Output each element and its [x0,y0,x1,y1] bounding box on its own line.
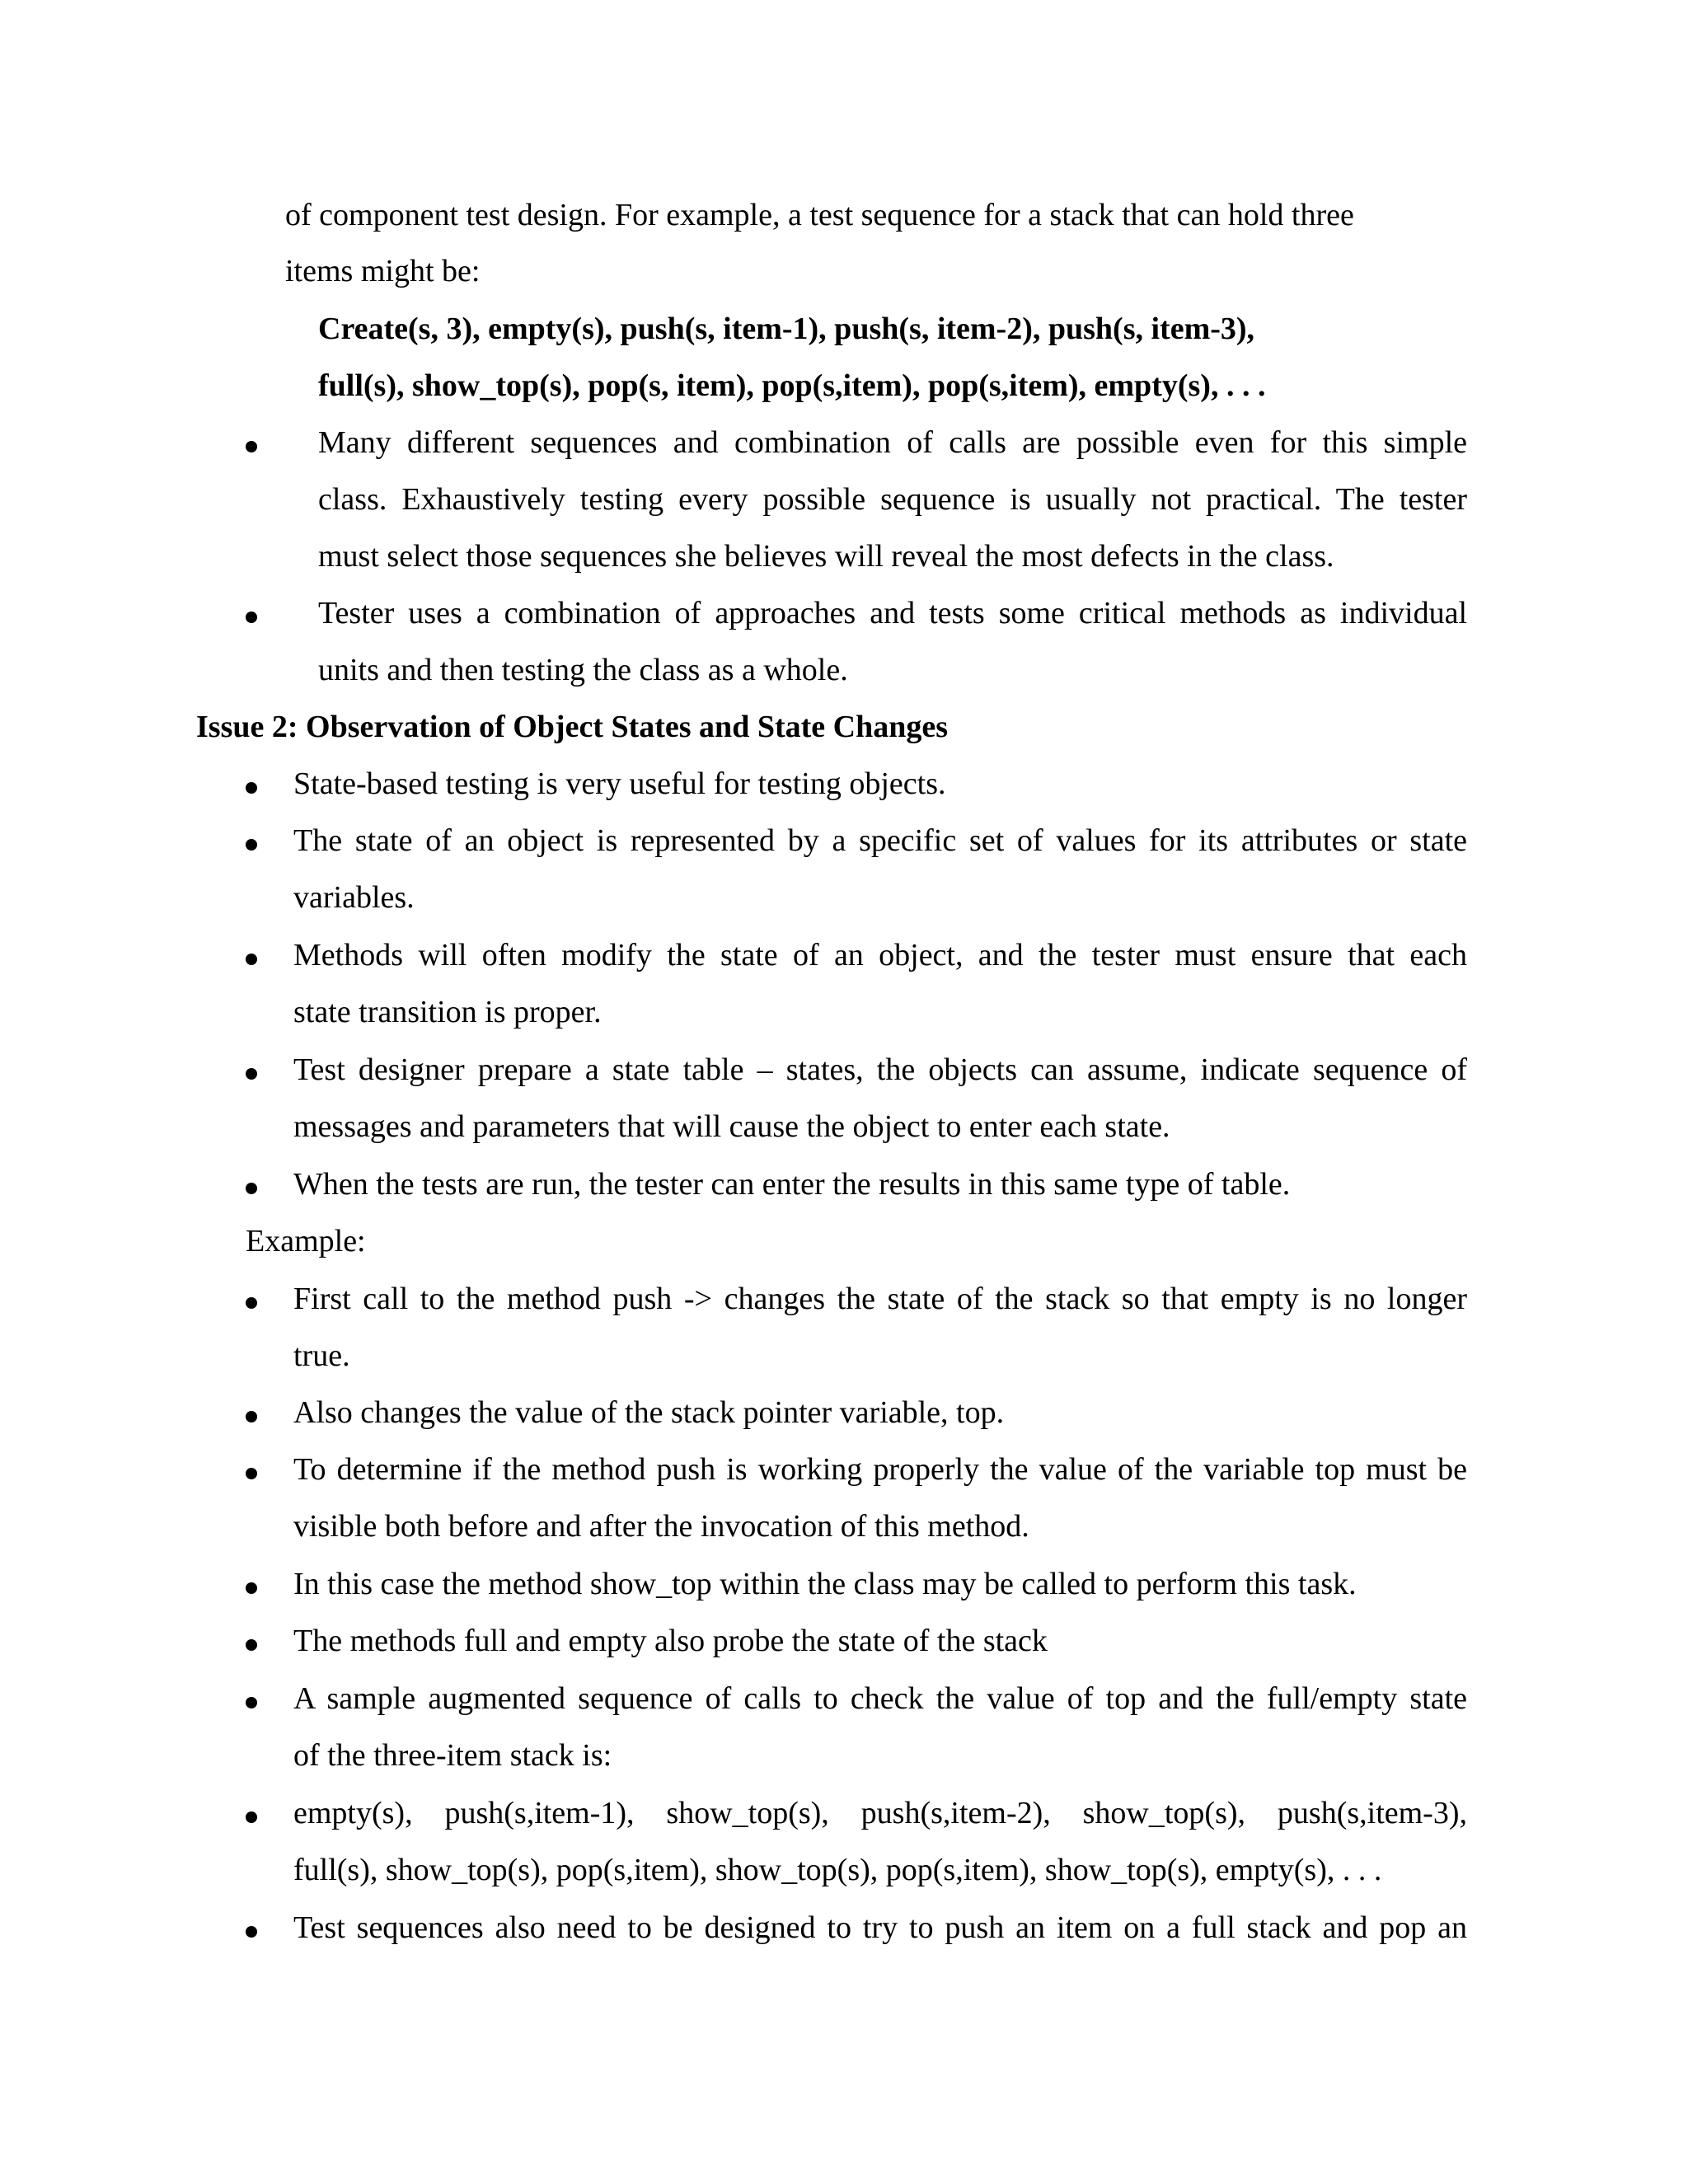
bullet-text: Many different sequences and combination of calls are possible even for this simple [318,425,1467,460]
bullet-text: Test designer prepare a state table – states, the objects can assume, indicate sequence of [293,1052,1467,1087]
bullet-text: true. [293,1338,350,1373]
intro-line: items might be: [285,254,481,288]
bullet-marker [246,1926,257,1938]
bullet-marker [246,839,257,851]
bullet-text: In this case the method show_top within the class may be called to perform this task. [293,1567,1357,1601]
bullet-text: variables. [293,880,415,915]
bullet-marker [246,1068,257,1080]
bullet-text: units and then testing the class as a whole. [318,653,848,687]
bullet-text: Methods will often modify the state of an object, and the tester must ensure that each [293,938,1467,972]
bullet-marker [246,1697,257,1708]
bullet-text: messages and parameters that will cause the object to enter each state. [293,1109,1170,1144]
bullet-marker [246,954,257,965]
bullet-marker [246,1183,257,1194]
intro-line: of component test design. For example, a test sequence for a stack that can hold three [285,198,1354,232]
bullet-text: class. Exhaustively testing every possible sequence is usually not practical. The tester [318,482,1467,517]
example-label: Example: [246,1224,366,1258]
bullet-text: empty(s), push(s,item-1), show_top(s), push(s,item-2), show_top(s), push(s,item-3), [293,1796,1467,1830]
bullet-marker [246,1639,257,1651]
section-heading: Issue 2: Observation of Object States and State Changes [196,710,948,744]
bullet-marker [246,1468,257,1479]
bullet-text: Test sequences also need to be designed to try to push an item on a full stack and pop an [293,1910,1467,1945]
bullet-marker [246,1297,257,1309]
bullet-text: The methods full and empty also probe the state of the stack [293,1624,1048,1658]
bullet-marker [246,1411,257,1422]
sequence-line: full(s), show_top(s), pop(s, item), pop(s,item), pop(s,item), empty(s), . . . [318,368,1266,403]
bullet-text: state transition is proper. [293,995,602,1029]
bullet-marker [246,782,257,794]
bullet-text: visible both before and after the invocation of this method. [293,1509,1029,1544]
bullet-marker [246,1811,257,1823]
bullet-text: To determine if the method push is working properly the value of the variable top must be [293,1452,1467,1487]
bullet-text: must select those sequences she believes will reveal the most defects in the class. [318,539,1334,574]
bullet-text: of the three-item stack is: [293,1738,612,1773]
sequence-line: Create(s, 3), empty(s), push(s, item-1), push(s, item-2), push(s, item-3), [318,312,1255,346]
bullet-text: full(s), show_top(s), pop(s,item), show_top(s), pop(s,item), show_top(s), empty(s), . . . [293,1853,1382,1887]
bullet-text: A sample augmented sequence of calls to check the value of top and the full/empty state [293,1681,1467,1716]
bullet-text: Tester uses a combination of approaches and tests some critical methods as individual [318,596,1467,630]
bullet-text: State-based testing is very useful for testing objects. [293,766,946,801]
bullet-marker [246,612,257,623]
bullet-marker [246,1582,257,1594]
bullet-text: First call to the method push -> changes the state of the stack so that empty is no longer [293,1282,1467,1316]
bullet-text: When the tests are run, the tester can enter the results in this same type of table. [293,1167,1291,1202]
bullet-text: Also changes the value of the stack pointer variable, top. [293,1395,1005,1430]
bullet-marker [246,441,257,452]
bullet-text: The state of an object is represented by a specific set of values for its attributes or state [293,823,1467,858]
